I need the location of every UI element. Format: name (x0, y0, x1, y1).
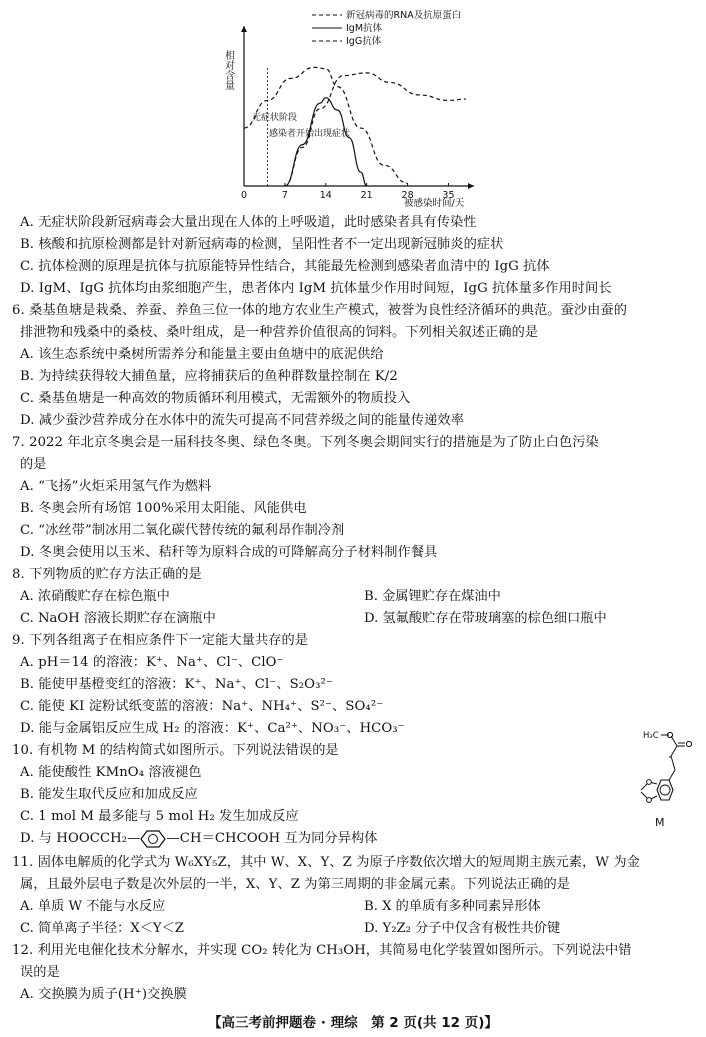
q9-option-c: C. 能使 KI 淀粉试纸变蓝的溶液：Na⁺、NH₄⁺、S²⁻、SO₄²⁻ (20, 699, 384, 714)
q10-option-b: B. 能发生取代反应和加成反应 (20, 787, 198, 802)
q8-option-b: B. 金属锂贮存在煤油中 (364, 589, 501, 604)
q7-stem-line2: 的是 (20, 457, 47, 472)
q7-option-d: D. 冬奥会使用以玉米、秸秆等为原料合成的可降解高分子材料制作餐具 (20, 545, 438, 560)
q11-stem-line2: 属，且最外层电子数是次外层的一半，X、Y、Z 为第三周期的非金属元素。下列说法正确的是 (20, 877, 571, 892)
legend-label: IgM抗体 (346, 23, 383, 34)
q8-option-a: A. 浓硝酸贮存在棕色瓶中 (20, 589, 170, 604)
x-axis-arrow (468, 183, 474, 189)
q6-option-d: D. 减少蚕沙营养成分在水体中的流失可提高不同营养级之间的能量传递效率 (20, 413, 464, 428)
x-tick-label: 0 (240, 190, 248, 201)
legend-label: IgG抗体 (346, 36, 382, 47)
q5-option-c: C. 抗体检测的原理是抗体与抗原能特异性结合，其能最先检测到感染者血清中的 IgG 抗体 (20, 259, 550, 274)
molecule-m-structure (625, 722, 705, 837)
x-tick-label: 21 (360, 190, 373, 201)
q11-stem-line1: 11. 固体电解质的化学式为 W₆XY₅Z，其中 W、X、Y、Z 为原子序数依次增大的短周期主族元素，W 为金 (12, 855, 640, 870)
q6-option-c: C. 桑基鱼塘是一种高效的物质循环利用模式，无需额外的物质投入 (20, 391, 411, 406)
q6-option-b: B. 为持续获得较大捕鱼量，应将捕获后的鱼种群数量控制在 K/2 (20, 369, 398, 384)
q10-option-c: C. 1 mol M 最多能与 5 mol H₂ 发生加成反应 (20, 809, 299, 824)
q7-option-b: B. 冬奥会所有场馆 100%采用太阳能、风能供电 (20, 501, 307, 516)
series-line-0 (244, 67, 408, 183)
q7-stem-line1: 7. 2022 年北京冬奥会是一届科技冬奥、绿色冬奥。下列冬奥会期间实行的措施是为了防止白色污染 (12, 435, 599, 450)
q8-option-c: C. NaOH 溶液长期贮存在滴瓶中 (20, 611, 216, 626)
q9-option-a: A. pH＝14 的溶液：K⁺、Na⁺、Cl⁻、ClO⁻ (20, 655, 284, 670)
q5-option-a: A. 无症状阶段新冠病毒会大量出现在人体的上呼吸道，此时感染者具有传染性 (20, 215, 477, 230)
q12-stem-line1: 12. 利用光电催化技术分解水，并实现 CO₂ 转化为 CH₃OH，其简易电化学装置如图所示。下列说法中错 (12, 943, 632, 958)
q5-option-b: B. 核酸和抗原检测都是针对新冠病毒的检测，呈阳性者不一定出现新冠肺炎的症状 (20, 237, 504, 252)
q5-option-d: D. IgM、IgG 抗体均由浆细胞产生，患者体内 IgM 抗体量少作用时间短，IgG 抗体量多作用时间长 (20, 281, 612, 296)
y-axis-arrow (241, 26, 247, 32)
q11-option-a: A. 单质 W 不能与水反应 (20, 899, 166, 914)
q10-stem: 10. 有机物 M 的结构简式如图所示。下列说法错误的是 (12, 743, 339, 758)
antibody-chart (222, 10, 482, 210)
q8-option-d: D. 氢氟酸贮存在带玻璃塞的棕色细口瓶中 (364, 611, 607, 626)
q12-option-a: A. 交换膜为质子(H⁺)交换膜 (20, 987, 187, 1002)
q10-option-d (20, 829, 378, 849)
chart-series (244, 67, 466, 186)
series-line-1 (285, 98, 367, 186)
q12-stem-line2: 误的是 (20, 965, 60, 980)
q7-option-a: A. “飞扬”火炬采用氢气作为燃料 (20, 479, 212, 494)
q10-d-left: HOOCCH₂— (56, 831, 141, 846)
q9-option-d: D. 能与金属铝反应生成 H₂ 的溶液：K⁺、Ca²⁺、NO₃⁻、HCO₃⁻ (20, 721, 405, 736)
q10-d-right: —CH＝CHCOOH (166, 831, 281, 846)
q7-option-c: C. “冰丝带”制冰用二氧化碳代替传统的氟利昂作制冷剂 (20, 523, 345, 538)
chart-xlabel: 被感染时间/天 (404, 198, 465, 209)
q10-option-a: A. 能使酸性 KMnO₄ 溶液褪色 (20, 765, 202, 780)
q11-option-d: D. Y₂Z₂ 分子中仅含有极性共价键 (364, 921, 561, 936)
page-footer: 【高三考前押题卷 · 理综 第 2 页(共 12 页)】 (208, 1015, 498, 1031)
legend-label: 新冠病毒的RNA及抗原蛋白 (346, 10, 462, 21)
mol-methyl: H₃C (643, 731, 659, 741)
q10-d-suffix: 互为同分异构体 (284, 831, 378, 846)
q6-stem-line1: 6. 桑基鱼塘是栽桑、养蚕、养鱼三位一体的地方农业生产模式，被誉为良性经济循环的典范。蚕沙由蚕的 (12, 303, 628, 318)
q6-option-a: A. 该生态系统中桑树所需养分和能量主要由鱼塘中的底泥供给 (20, 347, 384, 362)
chart-ylabel: 相对含量 (222, 50, 234, 90)
annotation-symptom-onset: 感染者开始出现症状 (269, 129, 351, 139)
x-tick-label: 28 (401, 190, 414, 201)
q11-option-c: C. 简单离子半径：X＜Y＜Z (20, 921, 184, 936)
q6-stem-line2: 排泄物和残桑中的桑枝、桑叶组成，是一种营养价值很高的饲料。下列相关叙述正确的是 (20, 325, 539, 340)
x-tick-label: 14 (319, 190, 332, 201)
q10-d-prefix: D. 与 (20, 831, 53, 846)
q11-option-b: B. X 的单质有多种同素异形体 (364, 899, 541, 914)
q9-stem: 9. 下列各组离子在相应条件下一定能大量共存的是 (12, 633, 309, 648)
chart-legend (312, 10, 461, 47)
benzene-ring-icon (140, 830, 166, 848)
mol-label: M (655, 816, 665, 829)
q9-option-b: B. 能使甲基橙变红的溶液：K⁺、Na⁺、Cl⁻、S₂O₃²⁻ (20, 677, 333, 692)
x-tick-label: 7 (281, 190, 288, 201)
q8-stem: 8. 下列物质的贮存方法正确的是 (12, 567, 202, 582)
annotation-asymptomatic: 无症状阶段 (252, 113, 298, 123)
x-tick-label: 35 (442, 190, 455, 201)
